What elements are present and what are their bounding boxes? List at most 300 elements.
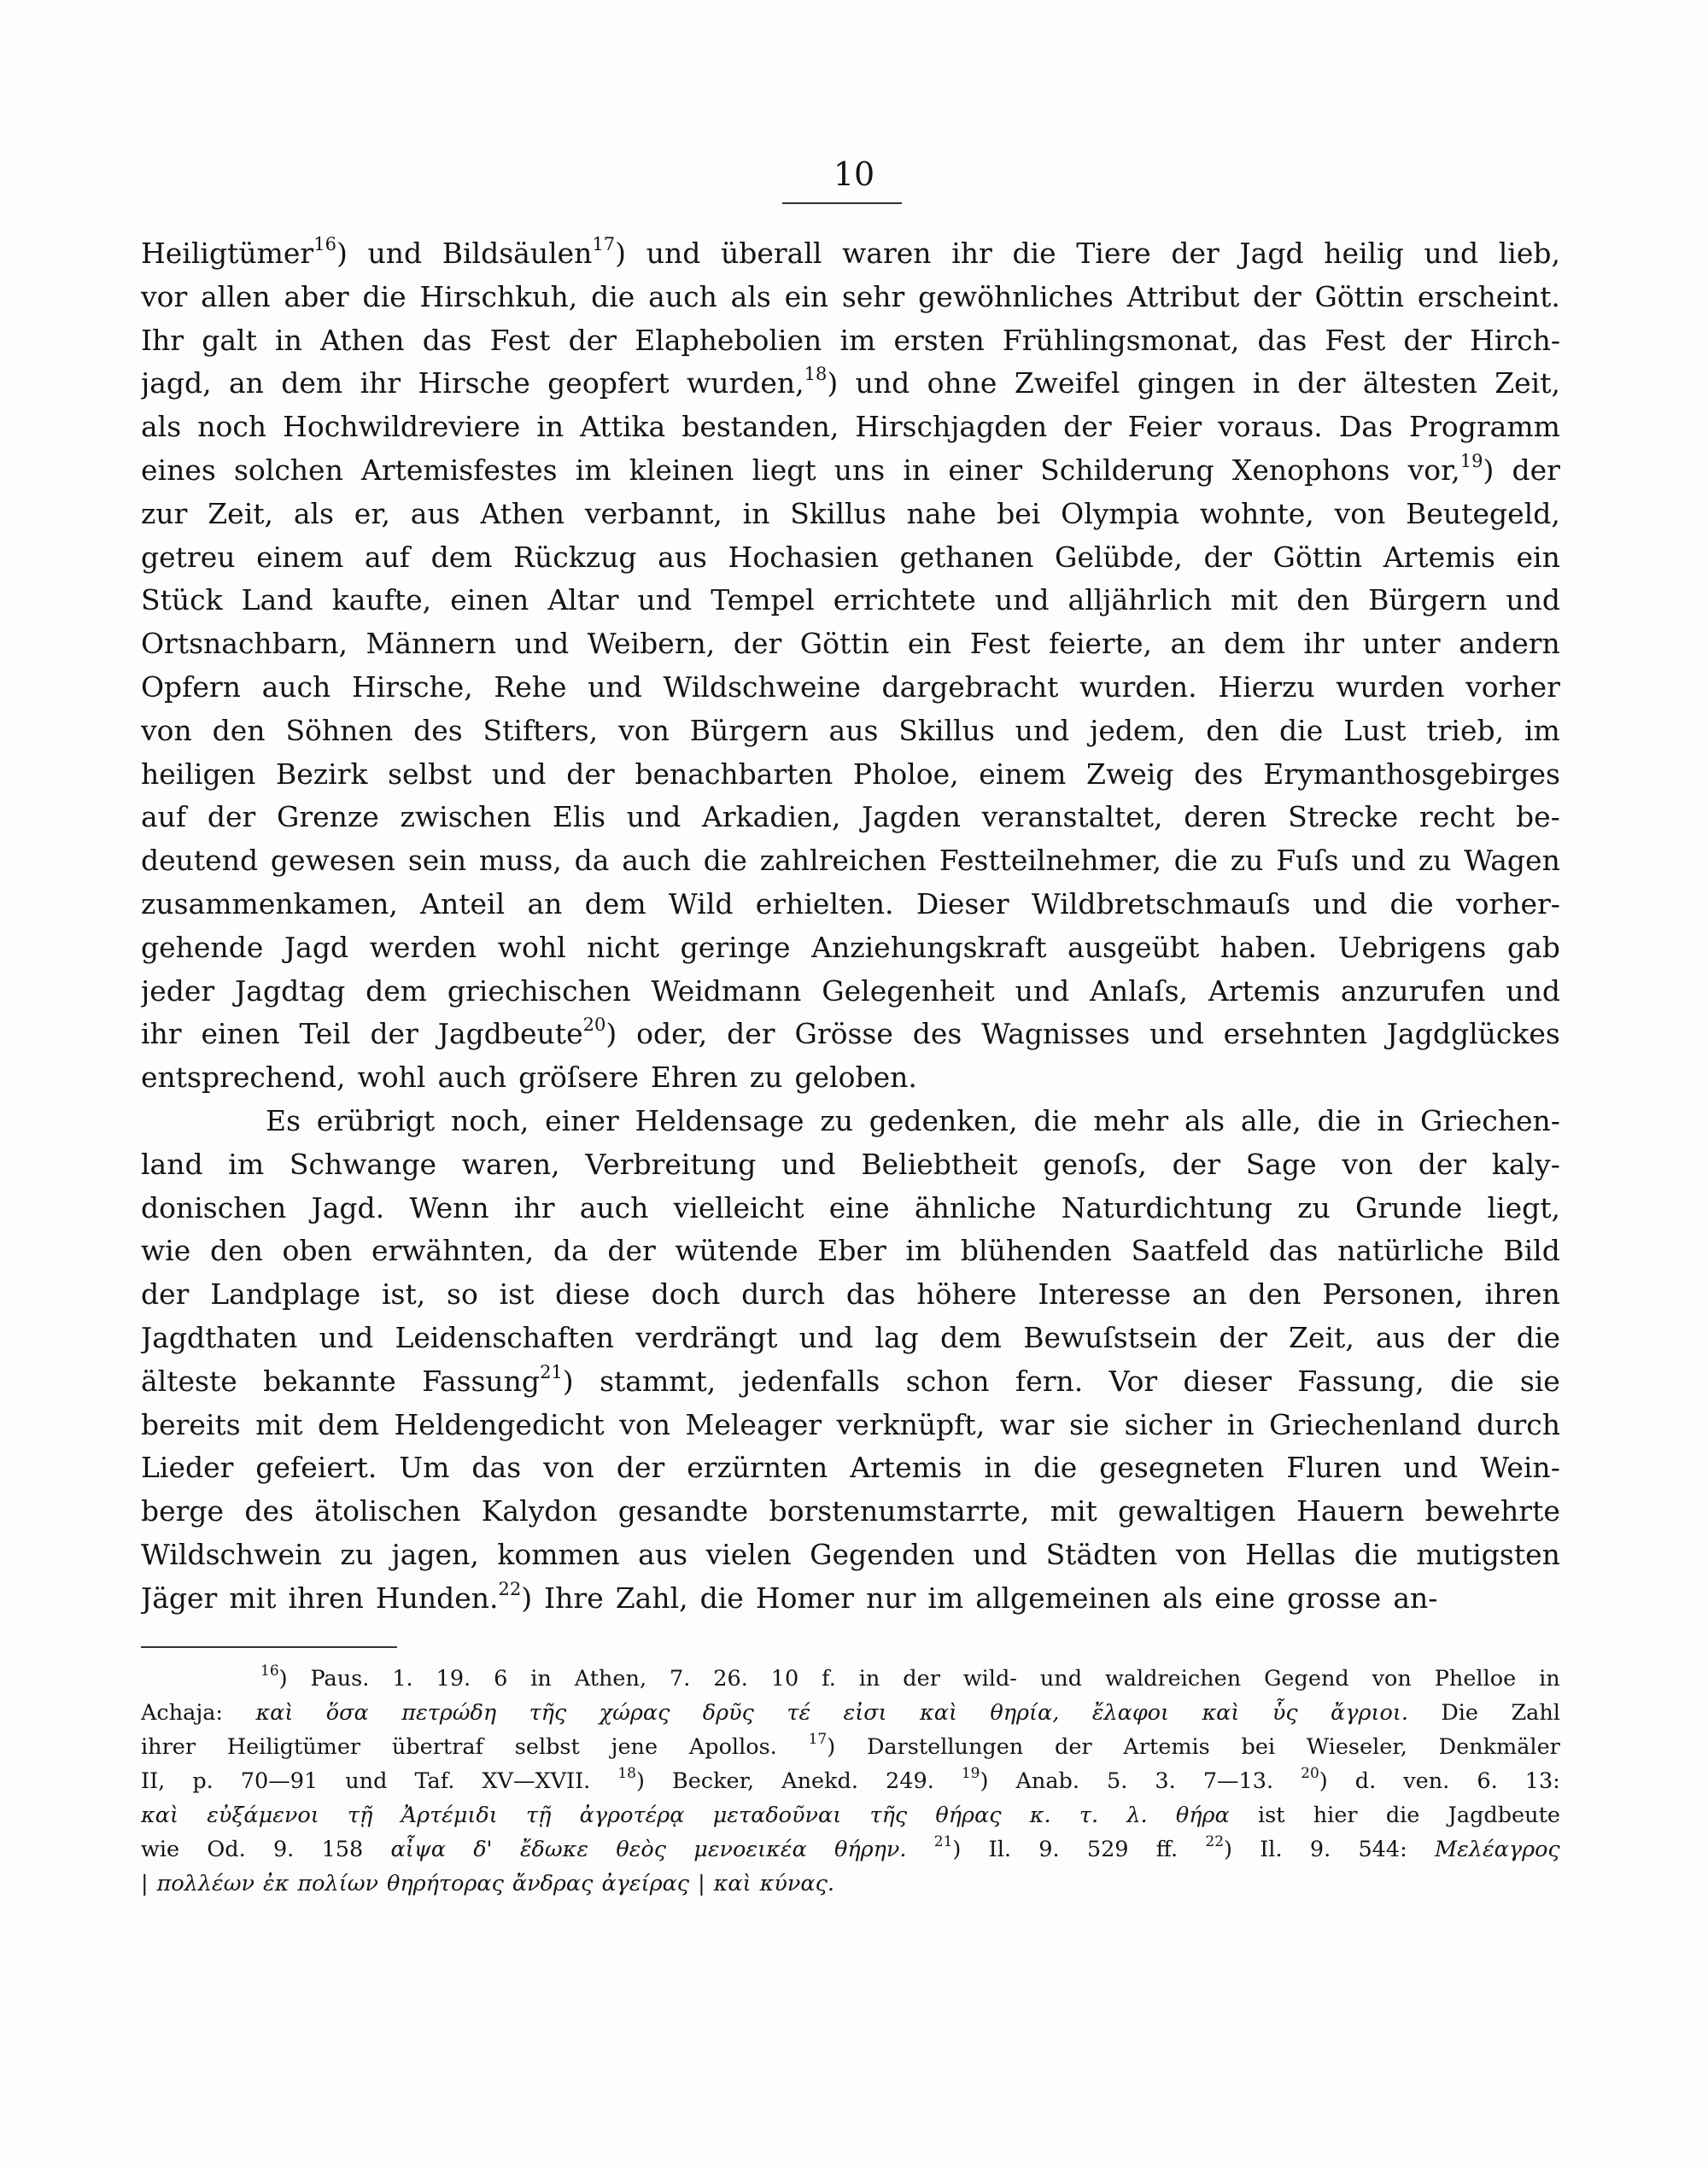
word: geringe <box>680 930 791 964</box>
word: Bildsäulen$^{17}$) <box>442 234 627 270</box>
footnotes <box>141 1662 1560 1901</box>
word: deren <box>1184 800 1267 834</box>
word: Jagden <box>862 800 961 834</box>
word: und <box>973 1537 1028 1571</box>
word: Artemis <box>1123 1734 1210 1760</box>
word: im <box>839 323 876 357</box>
word: 7—13. <box>1202 1768 1274 1794</box>
word: II, <box>141 1768 166 1794</box>
word: kaufte, <box>331 583 432 617</box>
word <box>834 1832 907 1867</box>
word: unter <box>1362 627 1441 661</box>
word: Ehren <box>650 1061 738 1095</box>
word: p. <box>192 1768 214 1794</box>
text-line <box>141 839 1560 883</box>
word <box>698 1867 705 1901</box>
word: Wildschwein <box>141 1537 322 1571</box>
word: der <box>1203 540 1252 574</box>
word: von <box>1372 1666 1412 1692</box>
word: andern <box>1459 627 1560 661</box>
text-line <box>141 926 1560 970</box>
text-line <box>141 1273 1560 1317</box>
word: der <box>1403 323 1452 357</box>
word: Bewuſstsein <box>1023 1320 1198 1354</box>
word: Grunde <box>1354 1190 1463 1224</box>
word: Achaja: <box>141 1700 224 1726</box>
word: die <box>1279 713 1324 747</box>
word: Becker, <box>671 1768 755 1794</box>
greek-quote: καὶ <box>1202 1700 1240 1726</box>
word: der <box>1447 1320 1495 1354</box>
word: das <box>845 1277 896 1312</box>
footnote-number: 22 <box>1205 1833 1225 1850</box>
text-line <box>141 796 1560 839</box>
word: Heldensage <box>635 1103 804 1137</box>
word: recht <box>1419 800 1495 834</box>
word: 7. <box>670 1666 691 1692</box>
footnote-line <box>141 1867 1560 1901</box>
word: Jagdbeute$^{20}$) <box>437 1014 617 1051</box>
word <box>348 1798 372 1832</box>
word: der <box>1219 1320 1267 1354</box>
word: allen <box>201 279 271 313</box>
word <box>263 1867 289 1901</box>
word: geloben. <box>794 1061 917 1095</box>
word <box>990 1696 1059 1730</box>
word: der <box>568 323 617 357</box>
word: werden <box>369 930 477 964</box>
word: aber <box>284 279 349 313</box>
word: aus <box>828 713 879 747</box>
text-line <box>141 1577 1560 1621</box>
word: wohl <box>497 930 566 964</box>
word: solchen <box>233 453 343 487</box>
word: Lieder <box>141 1451 234 1485</box>
word: jagen, <box>391 1537 479 1571</box>
word: die <box>699 1581 744 1615</box>
word: 13: <box>1524 1768 1560 1794</box>
word: Fassung, <box>1297 1364 1424 1398</box>
word: donischen <box>141 1190 287 1224</box>
word: aus <box>1376 1320 1425 1354</box>
word: und <box>646 237 701 270</box>
greek-quote: ὗς <box>1272 1700 1298 1726</box>
word: der <box>607 1234 656 1268</box>
word: einen <box>450 583 529 617</box>
word: Zeit, <box>1494 366 1560 400</box>
word: an <box>527 886 563 920</box>
word: 6. <box>1477 1768 1498 1794</box>
word: Interesse <box>1038 1277 1172 1312</box>
word: Attribut <box>1126 279 1240 313</box>
word: die <box>1450 1364 1494 1398</box>
word: $^{16}$) <box>260 1663 288 1692</box>
word: von <box>1175 1537 1227 1571</box>
word <box>787 1696 810 1730</box>
word: sein <box>407 844 467 878</box>
word: so <box>447 1277 478 1312</box>
word: mit <box>229 1581 277 1615</box>
word: der <box>1055 1734 1092 1760</box>
word: in <box>903 453 931 487</box>
word: den <box>1206 713 1260 747</box>
word <box>1435 1832 1560 1867</box>
word: gesegneten <box>1099 1451 1265 1485</box>
word <box>473 1832 492 1867</box>
word: ven. <box>1403 1768 1450 1794</box>
word: Grenze <box>277 800 379 834</box>
word: uns <box>834 453 886 487</box>
word: zu <box>1297 1190 1331 1224</box>
word: den <box>212 713 266 747</box>
word: in <box>1539 1666 1560 1692</box>
word: ersten <box>893 323 985 357</box>
word: schon <box>905 1364 990 1398</box>
word: Heiligtümer <box>226 1734 361 1760</box>
word: gab <box>1506 930 1560 964</box>
word: Grösse <box>794 1017 893 1051</box>
word: im <box>575 453 611 487</box>
word: auch <box>622 844 691 878</box>
word: Paus. <box>310 1666 370 1692</box>
word: sehr <box>841 279 905 313</box>
footnote-line <box>141 1832 1560 1867</box>
word: alljährlich <box>1068 583 1213 617</box>
word: der <box>903 1666 940 1692</box>
word: war <box>999 1407 1055 1441</box>
greek-quote: ἄγριοι. <box>1331 1700 1408 1726</box>
greek-quote: δρῦς <box>702 1700 754 1726</box>
word: Griechen- <box>1420 1103 1560 1137</box>
word: die <box>1012 237 1056 270</box>
word: von <box>619 1407 670 1441</box>
word: Opfern <box>141 669 241 704</box>
word: die <box>591 279 635 313</box>
greek-quote: θεὸς <box>616 1837 667 1862</box>
word: dem <box>584 886 646 920</box>
word <box>1126 1798 1147 1832</box>
word: mutigsten <box>1416 1537 1560 1571</box>
word: Strecke <box>1288 800 1399 834</box>
word: waldreichen <box>1104 1666 1242 1692</box>
word: alle, <box>1240 1103 1301 1137</box>
word: aus <box>658 540 707 574</box>
word: an <box>1170 627 1206 661</box>
word: Hellas <box>1245 1537 1337 1571</box>
word: mit <box>255 1407 303 1441</box>
word <box>297 1867 378 1901</box>
greek-quote: τῆς <box>869 1803 908 1828</box>
word: Weidmann <box>651 973 802 1008</box>
word: Elaphebolien <box>635 323 822 357</box>
word: auf <box>141 800 187 834</box>
greek-quote: ἀγροτέρᾳ <box>579 1803 685 1828</box>
word: von <box>141 713 192 747</box>
word: da <box>574 844 610 878</box>
word: vor,$^{19}$) <box>1407 450 1494 487</box>
word: zusammenkamen, <box>141 886 398 920</box>
greek-quote: κύνας. <box>759 1871 834 1896</box>
word: natürliche <box>1337 1234 1484 1268</box>
word: sie <box>1069 1407 1110 1441</box>
word: $^{18}$) <box>617 1765 645 1794</box>
word: in <box>858 1666 880 1692</box>
word: als <box>1162 1581 1203 1615</box>
word: einem <box>256 540 344 574</box>
word: Schwange <box>289 1147 437 1181</box>
word: bekannte <box>263 1364 396 1398</box>
word: einer <box>948 453 1023 487</box>
word: 9. <box>1309 1837 1331 1862</box>
word: muss, <box>478 844 562 878</box>
word: und <box>798 1320 854 1354</box>
word: hier <box>1313 1803 1358 1828</box>
word: Bezirk <box>275 757 368 791</box>
word: im <box>228 1147 265 1181</box>
word: verdrängt <box>635 1320 778 1354</box>
word: Tempel <box>711 583 815 617</box>
word: liegt <box>752 453 816 487</box>
word: verknüpft, <box>836 1407 986 1441</box>
word: von <box>618 713 670 747</box>
word: 3. <box>1155 1768 1176 1794</box>
word: des <box>413 713 463 747</box>
word: aus <box>638 1537 688 1571</box>
word: Athen, <box>574 1666 647 1692</box>
word: wild- <box>962 1666 1017 1692</box>
text-line <box>141 319 1560 363</box>
word: vielleicht <box>673 1190 804 1224</box>
word: vorher <box>1465 669 1560 704</box>
word: an <box>229 366 264 400</box>
word: Bild <box>1503 1234 1560 1268</box>
word: Hirsche <box>418 366 530 400</box>
word: zu <box>749 1061 783 1095</box>
word: Il. <box>1260 1837 1283 1862</box>
word: galt <box>202 323 257 357</box>
greek-quote: τῇ <box>526 1803 552 1828</box>
word: Um <box>399 1451 450 1485</box>
word: 529 <box>1086 1837 1129 1862</box>
word: Hochasien <box>728 540 879 574</box>
word: ersehnten <box>1223 1017 1367 1051</box>
word: ihr <box>1303 627 1345 661</box>
word: ist <box>499 1277 535 1312</box>
word: Heiligtümer$^{16}$) <box>141 234 348 270</box>
word: Naturdichtung <box>1061 1190 1272 1224</box>
word: Sage <box>1245 1147 1317 1181</box>
word: Dieser <box>915 886 1009 920</box>
word: 9. <box>1038 1837 1060 1862</box>
word: benachbarten <box>635 757 834 791</box>
footnote-number: 17 <box>808 1731 828 1748</box>
word: Göttin <box>1314 279 1404 313</box>
word: griechischen <box>447 973 631 1008</box>
greek-quote: τῆς <box>529 1700 567 1726</box>
word: in <box>536 410 564 444</box>
greek-quote: θήρην. <box>834 1837 907 1862</box>
word: in <box>275 323 302 357</box>
word: Artemis <box>1383 540 1495 574</box>
word <box>141 1867 149 1901</box>
word: der <box>1418 1147 1467 1181</box>
word: zu <box>1418 844 1452 878</box>
word: Söhnen <box>285 713 394 747</box>
word: wie <box>141 1837 180 1862</box>
word <box>512 1867 594 1901</box>
text-line <box>141 1230 1560 1273</box>
word <box>1331 1696 1408 1730</box>
word <box>601 1867 689 1901</box>
word <box>600 1696 670 1730</box>
word: die <box>1317 1103 1361 1137</box>
word: Stifters, <box>483 713 599 747</box>
word: der <box>727 1017 775 1051</box>
word: ihrer <box>141 1734 196 1760</box>
word: ist <box>1257 1803 1285 1828</box>
word: aus <box>410 496 460 530</box>
word: gröſsere <box>518 1061 639 1095</box>
word: und <box>1424 237 1479 270</box>
word: älteste <box>141 1364 237 1398</box>
word: nicht <box>587 930 660 964</box>
greek-quote: τῇ <box>348 1803 373 1828</box>
page-number: 10 <box>833 155 875 193</box>
word: fern. <box>1015 1364 1084 1398</box>
word: Die <box>1441 1700 1479 1726</box>
word: berge <box>141 1494 225 1528</box>
word: Darstellungen <box>866 1734 1024 1760</box>
footnote-ref: 20 <box>582 1014 606 1036</box>
word: Altar <box>547 583 619 617</box>
greek-quote: ἄνδρας <box>512 1871 594 1896</box>
word <box>141 1798 178 1832</box>
text-line <box>141 406 1560 449</box>
word: der <box>616 1451 665 1485</box>
word: $^{22}$) <box>1205 1833 1232 1862</box>
word: Olympia <box>1061 496 1180 530</box>
word: Verbreitung <box>585 1147 757 1181</box>
word: Ihr <box>141 323 184 357</box>
word: Pholoe, <box>852 757 959 791</box>
word: dem <box>317 1407 379 1441</box>
word: durch <box>1477 1407 1560 1441</box>
word: wie <box>141 1234 191 1268</box>
greek-quote: αἶψα <box>390 1837 446 1862</box>
word: und <box>626 800 681 834</box>
greek-quote: δ' <box>473 1837 493 1862</box>
word: höhere <box>916 1277 1017 1312</box>
word <box>703 1696 754 1730</box>
greek-quote: μενοεικέα <box>693 1837 807 1862</box>
word: und <box>637 583 693 617</box>
word: Männern <box>366 627 497 661</box>
word: und <box>1313 886 1368 920</box>
footnote-ref: 18 <box>804 364 828 385</box>
word: Wild <box>668 886 734 920</box>
word: vielen <box>705 1537 792 1571</box>
word <box>401 1798 498 1832</box>
word <box>526 1798 551 1832</box>
word: getreu <box>141 540 236 574</box>
word: waren, <box>461 1147 560 1181</box>
word: 10 <box>770 1666 799 1692</box>
word: Artemis <box>850 1451 962 1485</box>
word: des <box>912 1017 962 1051</box>
word: eine <box>1214 1581 1276 1615</box>
word: selbst <box>514 1734 580 1760</box>
word <box>714 1867 752 1901</box>
word: Athen <box>319 323 405 357</box>
word: Jagd <box>1239 237 1304 270</box>
word: anzurufen <box>1340 973 1486 1008</box>
word: und <box>1039 1666 1083 1692</box>
word <box>326 1696 369 1730</box>
word: Bürgern <box>689 713 809 747</box>
word: kommen <box>497 1537 620 1571</box>
word: Heldengedicht <box>394 1407 605 1441</box>
word: und <box>1015 713 1070 747</box>
word: Hierzu <box>1218 669 1315 704</box>
word: in <box>530 1666 552 1692</box>
word: Beliebtheit <box>861 1147 1018 1181</box>
word: Hirch- <box>1469 323 1560 357</box>
word <box>1092 1696 1169 1730</box>
word: wütende <box>675 1234 798 1268</box>
word: erzürnten <box>687 1451 828 1485</box>
word: der <box>1063 410 1112 444</box>
text-line <box>141 1404 1560 1447</box>
greek-quote: πολλέων <box>156 1871 255 1896</box>
word <box>713 1798 842 1832</box>
word: blühenden <box>960 1234 1112 1268</box>
word: Od. <box>207 1837 246 1862</box>
word: Taf. <box>414 1768 455 1794</box>
word: Göttin <box>1272 540 1363 574</box>
word: 5. <box>1107 1768 1128 1794</box>
word: Das <box>1338 410 1393 444</box>
word: gewesen <box>270 844 396 878</box>
word: nur <box>866 1581 916 1615</box>
word: Eber <box>817 1234 886 1268</box>
word: ihr <box>141 1017 182 1051</box>
word: Teil <box>299 1017 351 1051</box>
word: gingen <box>1137 366 1236 400</box>
greek-quote: ἀγείρας <box>601 1871 690 1896</box>
footnote-line <box>141 1696 1560 1730</box>
word: dieser <box>1183 1364 1272 1398</box>
word: d. <box>1354 1768 1377 1794</box>
word: Zahl <box>1511 1700 1560 1726</box>
word <box>935 1798 1001 1832</box>
word: wurden. <box>1079 669 1197 704</box>
word <box>844 1696 887 1730</box>
word: eine <box>828 1190 890 1224</box>
greek-quote: ὅσα <box>325 1700 369 1726</box>
word: an- <box>1393 1581 1438 1615</box>
word: Tiere <box>1076 237 1151 270</box>
word: trieb, <box>1426 713 1505 747</box>
greek-quote: τέ <box>787 1700 811 1726</box>
word: der <box>207 800 256 834</box>
word: Zeit, <box>208 496 273 530</box>
word <box>529 1696 567 1730</box>
word: Hochwildreviere <box>283 410 521 444</box>
word: Wieseler, <box>1306 1734 1407 1760</box>
greek-quote: ἔλαφοι <box>1091 1700 1170 1726</box>
greek-quote: θηρήτορας <box>387 1871 504 1896</box>
word: des <box>1194 757 1243 791</box>
